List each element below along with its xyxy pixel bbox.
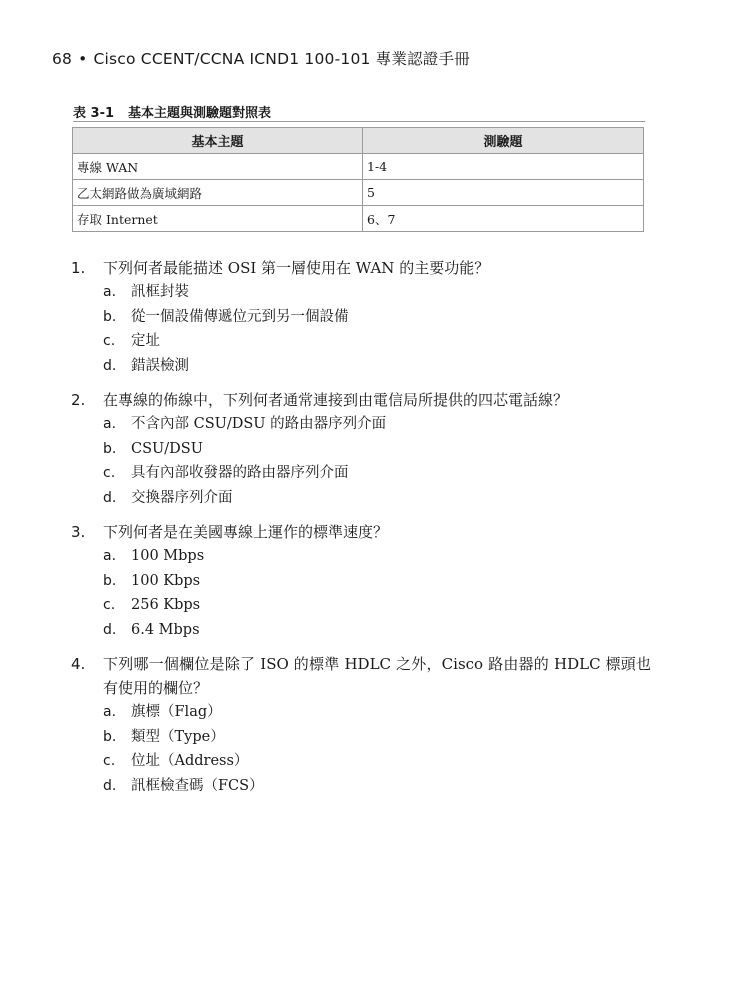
question-number: 3. [71,523,86,541]
option-text: 6.4 Mbps [131,621,200,638]
option-text: 錯誤檢測 [131,357,189,374]
table-header-row [73,128,644,154]
option-text: 定址 [131,333,160,349]
table-cell: 5 [363,180,644,206]
option-text: 具有內部收發器的路由器序列介面 [131,465,349,481]
question-text: 下列何者最能描述 OSI 第一層使用在 WAN 的主要功能？ [103,259,490,277]
answer-option [103,593,651,618]
question-list [71,256,651,808]
answer-option [103,725,651,750]
option-letter: c. [103,333,116,349]
page-number: 68 [52,50,73,68]
column-header: 測驗題 [363,128,644,154]
option-text: 旗標（Flag） [131,704,222,720]
answer-option [103,305,651,330]
answer-option [103,544,651,569]
option-letter: b. [103,308,117,325]
answer-option [103,461,651,486]
option-text: 位址（Address） [131,753,249,769]
question-3 [71,520,651,642]
option-letter: a. [103,548,117,564]
answer-option [103,569,651,594]
option-text: 256 Kbps [131,597,201,613]
question-number: 4. [71,655,86,673]
option-text: 交換器序列介面 [131,489,233,506]
question-number: 1. [71,259,86,277]
answer-option [103,749,651,774]
answer-option [103,486,651,511]
question-number: 2. [71,391,86,409]
table-cell: 1-4 [363,154,644,180]
answer-option [103,618,651,643]
option-letter: b. [103,440,117,457]
answer-option [103,774,651,799]
question-2 [71,388,651,510]
option-letter: c. [103,597,116,613]
option-letter: a. [103,284,117,300]
option-letter: d. [103,621,117,638]
question-4 [71,652,651,798]
question-text: 下列哪一個欄位是除了 ISO 的標準 HDLC 之外，Cisco 路由器的 HDLC 標頭也有使用的欄位？ [103,655,651,697]
question-text: 下列何者是在美國專線上運作的標準速度？ [103,523,389,541]
option-text: 100 Kbps [131,572,201,589]
table-row [73,154,644,180]
table-caption-title: 基本主題與測驗題對照表 [128,106,272,121]
answer-option [103,280,651,305]
table-cell: 乙太網路做為廣域網路 [73,180,363,206]
option-letter: b. [103,728,117,745]
option-text: 類型（Type） [131,728,225,745]
question-text: 在專線的佈線中，下列何者通常連接到由電信局所提供的四芯電話線？ [103,391,569,409]
caption-divider [73,121,645,122]
table-row [73,180,644,206]
topic-quiz-table [72,127,644,232]
table-cell: 專線 WAN [73,154,363,180]
option-letter: a. [103,416,117,432]
question-1 [71,256,651,378]
answer-option [103,700,651,725]
answer-option [103,412,651,437]
option-letter: d. [103,777,117,794]
header-bullet: • [78,50,88,68]
page-header [52,47,470,69]
option-letter: a. [103,704,117,720]
option-text: CSU/DSU [131,440,203,457]
option-text: 訊框封裝 [131,284,189,300]
book-title: Cisco CCENT/CCNA ICND1 100-101 專業認證手冊 [93,50,470,68]
option-letter: c. [103,465,116,481]
table-cell: 存取 Internet [73,206,363,232]
option-text: 從一個設備傳遞位元到另一個設備 [131,308,349,325]
answer-option [103,437,651,462]
table-row [73,206,644,232]
option-text: 訊框檢查碼（FCS） [131,777,264,794]
option-letter: d. [103,489,117,506]
column-header: 基本主題 [73,128,363,154]
option-text: 100 Mbps [131,548,205,564]
option-text: 不含內部 CSU/DSU 的路由器序列介面 [131,416,387,432]
option-letter: c. [103,753,116,769]
table-caption-number: 表 3-1 [73,106,115,121]
table-cell: 6、7 [363,206,644,232]
answer-option [103,329,651,354]
option-letter: d. [103,357,117,374]
table-caption [73,102,271,121]
option-letter: b. [103,572,117,589]
answer-option [103,354,651,379]
